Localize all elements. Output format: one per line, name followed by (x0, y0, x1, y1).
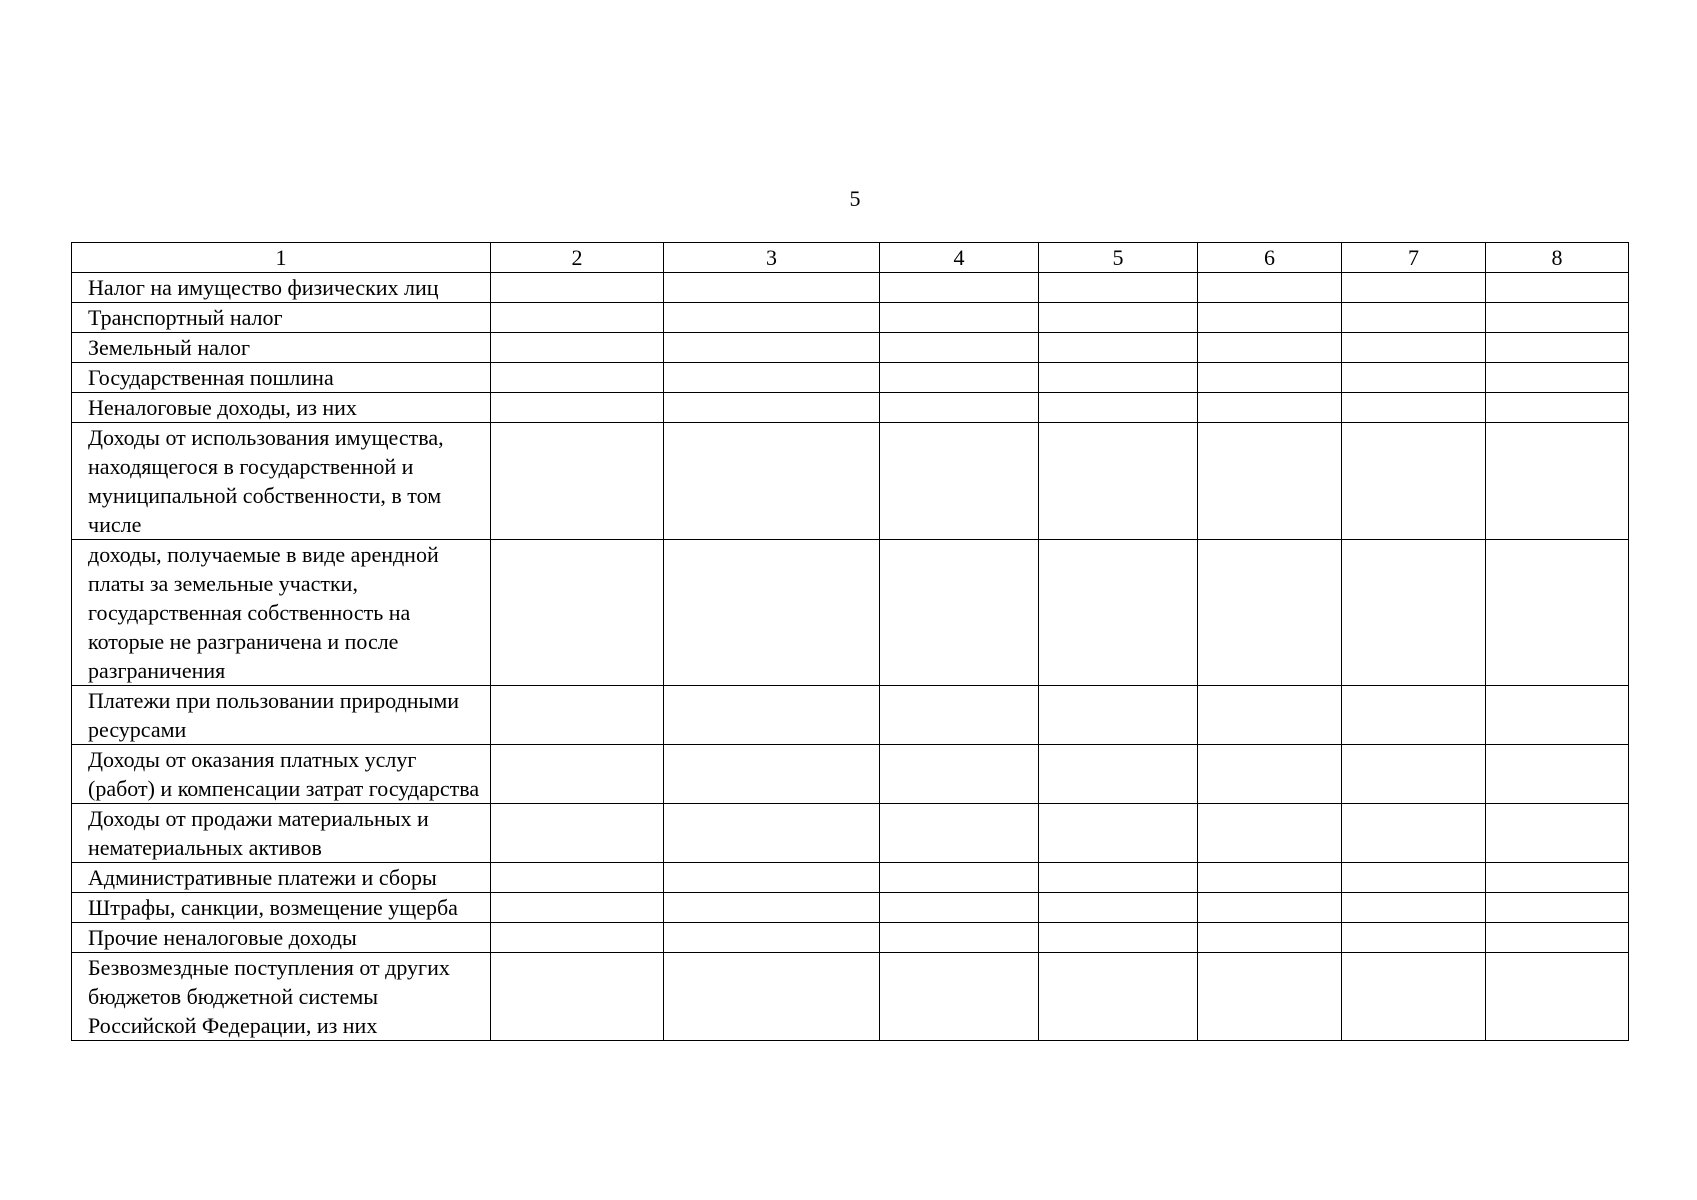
table-cell (1342, 923, 1486, 953)
table-cell (1039, 686, 1198, 745)
table-cell (1486, 686, 1629, 745)
row-label: Платежи при пользовании природными ресурсами (72, 686, 491, 745)
table-row (72, 363, 1629, 393)
table-cell (880, 923, 1039, 953)
table-cell (491, 363, 664, 393)
table-cell (1198, 804, 1342, 863)
table-cell (1342, 893, 1486, 923)
table-row (72, 804, 1629, 863)
table-cell (1342, 303, 1486, 333)
table-cell (664, 273, 880, 303)
table-cell (664, 953, 880, 1041)
row-label: Доходы от использования имущества, находящегося в государственной и муниципальной собственности, в том числе (72, 423, 491, 540)
table-row (72, 303, 1629, 333)
table-cell (664, 393, 880, 423)
table-cell (1486, 423, 1629, 540)
table-cell (1342, 953, 1486, 1041)
table-cell (880, 303, 1039, 333)
table-cell (880, 273, 1039, 303)
table-cell (880, 423, 1039, 540)
table-cell (880, 333, 1039, 363)
row-label: Транспортный налог (72, 303, 491, 333)
table-cell (1039, 393, 1198, 423)
table-row (72, 540, 1629, 686)
table-cell (1198, 540, 1342, 686)
table-cell (1198, 393, 1342, 423)
table-cell (880, 804, 1039, 863)
table-cell (491, 686, 664, 745)
table-cell (1198, 863, 1342, 893)
table-cell (1342, 686, 1486, 745)
table-cell (491, 333, 664, 363)
table-cell (1342, 333, 1486, 363)
row-label: Земельный налог (72, 333, 491, 363)
table-cell (1342, 273, 1486, 303)
table-cell (1342, 393, 1486, 423)
table-cell (1486, 804, 1629, 863)
table-cell (664, 804, 880, 863)
column-header: 1 (72, 243, 491, 273)
table-cell (1486, 333, 1629, 363)
table-cell (880, 363, 1039, 393)
table-cell (1486, 540, 1629, 686)
table-cell (1198, 303, 1342, 333)
table-cell (880, 686, 1039, 745)
table-cell (664, 363, 880, 393)
table-cell (1486, 745, 1629, 804)
table-cell (1039, 540, 1198, 686)
table-cell (1486, 273, 1629, 303)
table-cell (491, 540, 664, 686)
table-cell (491, 863, 664, 893)
table-row (72, 863, 1629, 893)
table-row (72, 953, 1629, 1041)
table-cell (1198, 363, 1342, 393)
table-cell (1342, 863, 1486, 893)
column-header: 5 (1039, 243, 1198, 273)
table-cell (1198, 953, 1342, 1041)
table-cell (664, 303, 880, 333)
table-cell (1039, 804, 1198, 863)
table-cell (1342, 540, 1486, 686)
page-number: 5 (849, 186, 861, 211)
table-cell (1486, 953, 1629, 1041)
table-cell (1342, 745, 1486, 804)
table-cell (1486, 393, 1629, 423)
table-cell (491, 745, 664, 804)
table-cell (1486, 303, 1629, 333)
row-label: Налог на имущество физических лиц (72, 273, 491, 303)
row-label: доходы, получаемые в виде арендной платы за земельные участки, государственная собственность на которые не разграничена и после разграничения (72, 540, 491, 686)
row-label: Неналоговые доходы, из них (72, 393, 491, 423)
row-label: Безвозмездные поступления от других бюджетов бюджетной системы Российской Федерации, из них (72, 953, 491, 1041)
table-cell (880, 745, 1039, 804)
table-cell (1198, 333, 1342, 363)
table-cell (1039, 923, 1198, 953)
row-label: Штрафы, санкции, возмещение ущерба (72, 893, 491, 923)
table-row (72, 423, 1629, 540)
table-row (72, 393, 1629, 423)
table-cell (664, 893, 880, 923)
table-cell (1198, 423, 1342, 540)
table-cell (664, 863, 880, 893)
row-label: Прочие неналоговые доходы (72, 923, 491, 953)
table-cell (664, 423, 880, 540)
table-cell (880, 863, 1039, 893)
table-cell (491, 804, 664, 863)
header-row (72, 243, 1629, 273)
table-cell (664, 745, 880, 804)
table-cell (491, 923, 664, 953)
revenue-table (71, 242, 1629, 1041)
column-header: 6 (1198, 243, 1342, 273)
table-cell (491, 953, 664, 1041)
table-cell (1039, 333, 1198, 363)
table-cell (1342, 363, 1486, 393)
table-cell (880, 953, 1039, 1041)
table-cell (1039, 745, 1198, 804)
column-header: 2 (491, 243, 664, 273)
table-row (72, 273, 1629, 303)
column-header: 4 (880, 243, 1039, 273)
table-row (72, 893, 1629, 923)
table-cell (1198, 923, 1342, 953)
table-cell (1039, 273, 1198, 303)
table-cell (664, 540, 880, 686)
column-header: 7 (1342, 243, 1486, 273)
table-cell (1039, 953, 1198, 1041)
row-label: Доходы от оказания платных услуг (работ) и компенсации затрат государства (72, 745, 491, 804)
table-cell (880, 393, 1039, 423)
table-cell (1342, 423, 1486, 540)
table-cell (1039, 863, 1198, 893)
row-label: Доходы от продажи материальных и нематериальных активов (72, 804, 491, 863)
table-cell (491, 893, 664, 923)
table-cell (491, 423, 664, 540)
table-cell (1198, 745, 1342, 804)
table-row (72, 333, 1629, 363)
row-label: Административные платежи и сборы (72, 863, 491, 893)
table-cell (880, 893, 1039, 923)
table-cell (664, 923, 880, 953)
table-cell (1486, 363, 1629, 393)
table-row (72, 923, 1629, 953)
table-cell (1039, 423, 1198, 540)
table-cell (1486, 893, 1629, 923)
table-cell (1198, 273, 1342, 303)
row-label: Государственная пошлина (72, 363, 491, 393)
table-cell (1039, 363, 1198, 393)
column-header: 3 (664, 243, 880, 273)
table-row (72, 745, 1629, 804)
table-cell (1039, 893, 1198, 923)
table-cell (491, 393, 664, 423)
table-cell (1198, 686, 1342, 745)
table-cell (491, 303, 664, 333)
table-cell (664, 333, 880, 363)
table-cell (1039, 303, 1198, 333)
table-row (72, 686, 1629, 745)
table-cell (491, 273, 664, 303)
table-cell (1342, 804, 1486, 863)
table-cell (664, 686, 880, 745)
table-cell (1486, 923, 1629, 953)
table-cell (1486, 863, 1629, 893)
table-cell (1198, 893, 1342, 923)
table-cell (880, 540, 1039, 686)
column-header: 8 (1486, 243, 1629, 273)
